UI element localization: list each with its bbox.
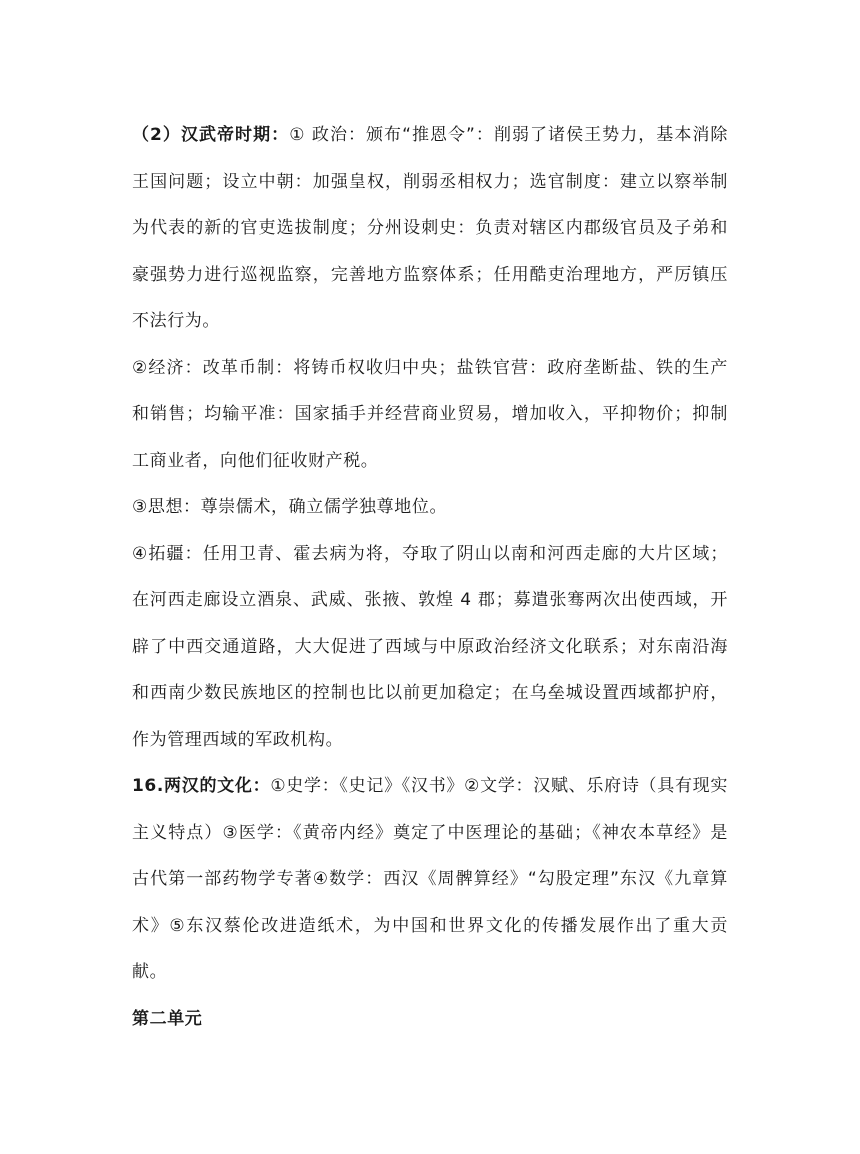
paragraph-text-politics: ① 政治：颁布“推恩令”：削弱了诸侯王势力，基本消除王国问题；设立中朝：加强皇权，削弱丞相权力；选官制度：建立以察举制为代表的新的官吏选拔制度；分州设刺史：负责对辖区内郡级官员及子弟和豪强势力进行巡视监察，完善地方监察体系；任用酷吏治理地方，严厉镇压不法行为。 bbox=[132, 125, 729, 331]
paragraph-han-wudi-politics bbox=[132, 112, 728, 345]
paragraph-economy: ②经济：改革币制：将铸币权收归中央；盐铁官营：政府垄断盐、铁的生产和销售；均输平准：国家插手并经营商业贸易，增加收入，平抑物价；抑制工商业者，向他们征收财产税。 bbox=[132, 357, 728, 471]
section-heading-unit-two: 第二单元 bbox=[132, 1008, 203, 1029]
paragraph-lead-han-culture: 16.两汉的文化： bbox=[132, 776, 271, 796]
paragraph-lead-han-wudi: （2）汉武帝时期： bbox=[132, 125, 290, 145]
paragraph-territory: ④拓疆：任用卫青、霍去病为将，夺取了阴山以南和河西走廊的大片区域；在河西走廊设立酒泉、武威、张掖、敦煌 4 郡；募遣张骞两次出使西域，开辟了中西交通道路，大大促进了西域与中原政治经济文化联系；对东南沿海和西南少数民族地区的控制也比以前更加稳定；在乌垒城设置西域都护府，作为管理西域的军政机构。 bbox=[132, 543, 728, 750]
paragraph-han-culture bbox=[132, 763, 728, 996]
paragraph-text-culture: ①史学：《史记》《汉书》②文学：汉赋、乐府诗（具有现实主义特点）③医学：《黄帝内经》奠定了中医理论的基础；《神农本草经》是古代第一部药物学专著④数学：西汉《周髀算经》“勾股定理”东汉《九章算术》⑤东汉蔡伦改进造纸术，为中国和世界文化的传播发展作出了重大贡献。 bbox=[132, 776, 728, 982]
paragraph-thought: ③思想：尊崇儒术，确立儒学独尊地位。 bbox=[132, 497, 448, 517]
document-body bbox=[132, 112, 728, 1042]
